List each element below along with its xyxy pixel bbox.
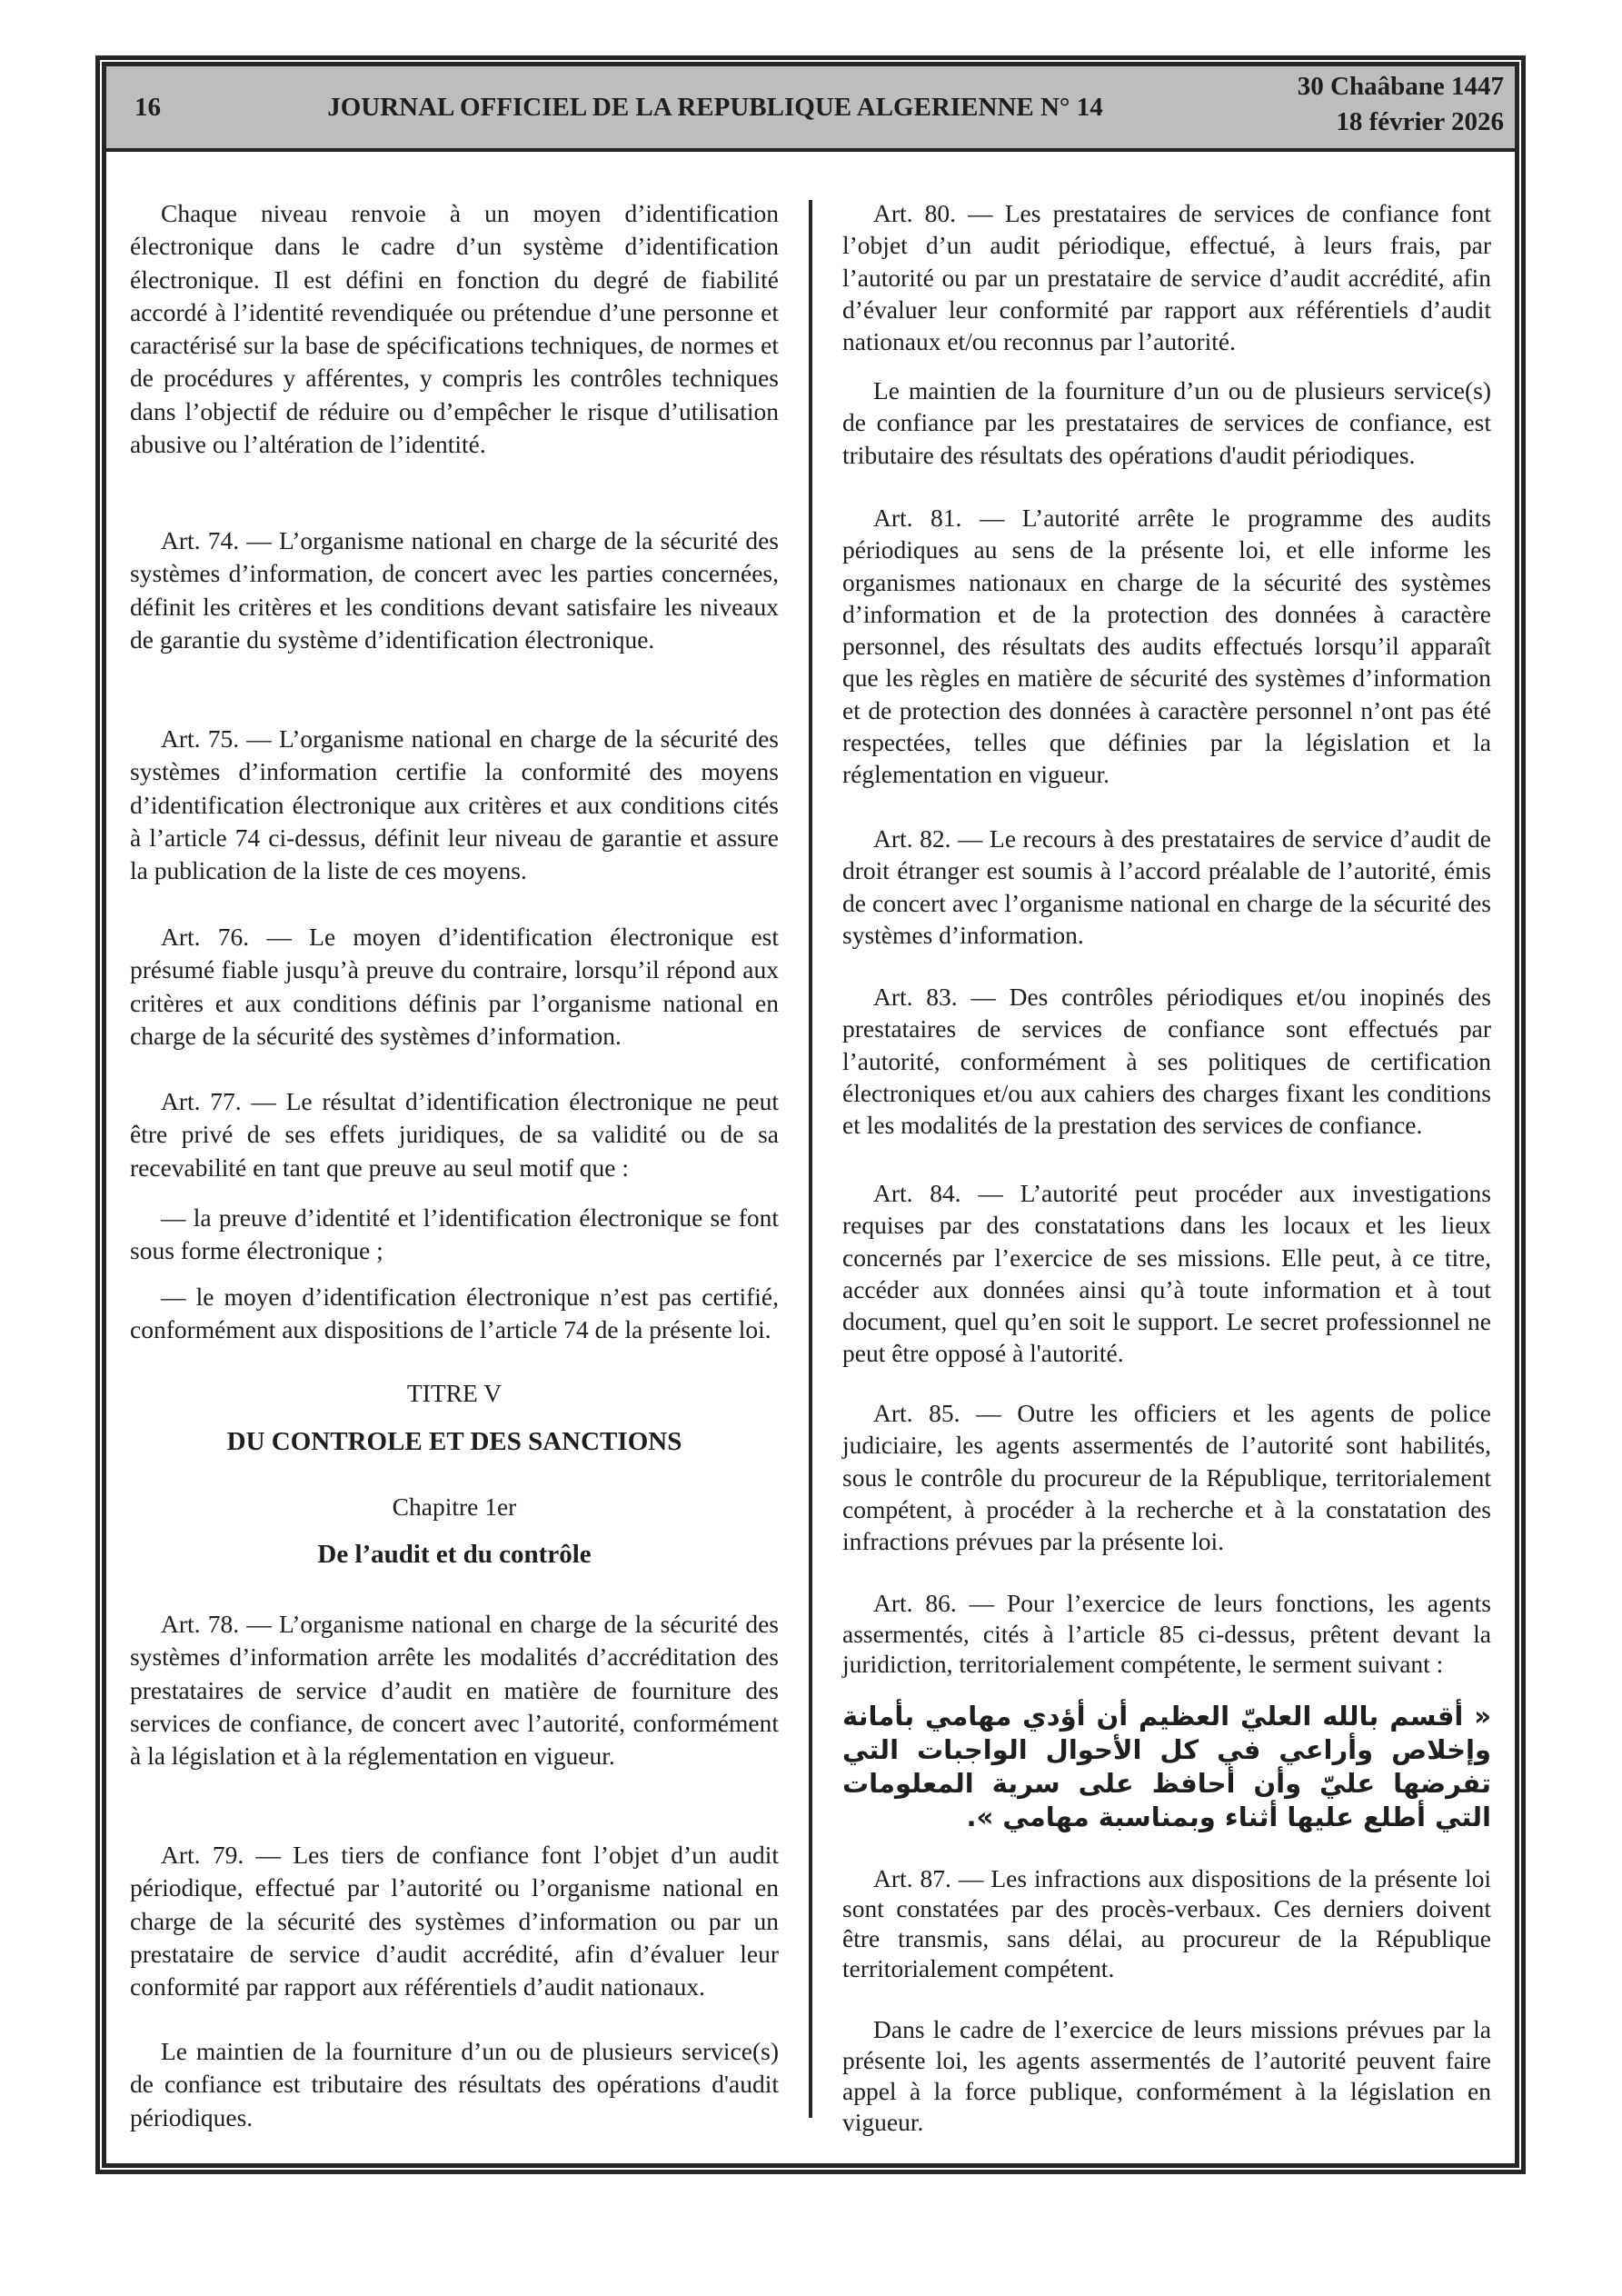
article-77-item-2: — le moyen d’identification électronique n’est pas certifié, conformément aux dispositions de l’article 74 de la présente loi. xyxy=(130,1283,779,1344)
article-80: Art. 80. — Les prestataires de services de confiance font l’objet d’un audit périodique, effectué, à leurs frais, par l’autorité ou par un prestataire de service d’audit accrédité, afin d’évaluer leur conformité par rapport aux référentiels d’audit nationaux et/ou reconnus par l’autorité. xyxy=(842,199,1491,356)
page-number: 16 xyxy=(134,93,161,122)
article-80-paragraph-2: Le maintien de la fourniture d’un ou de plusieurs service(s) de confiance par les prestataires de services de confiance, est tributaire des résultats des opérations d'audit périodiques. xyxy=(842,376,1491,469)
article-84: Art. 84. — L’autorité peut procéder aux investigations requises par des constatations dans les locaux et les lieux concernés par l’exercice de ses missions. Elle peut, à ce titre, accéder aux données ainsi qu’à toute information et à tout document, quel qu’en soit le support. Le secret professionnel ne peut être opposé à l'autorité. xyxy=(842,1179,1491,1368)
article-78: Art. 78. — L’organisme national en charge de la sécurité des systèmes d’information arrête les modalités d’accréditation des prestataires de service d’audit en matière de fourniture des services de confiance, de concert avec l’autorité, conformément à la législation et à la réglementation en vigueur. xyxy=(130,1610,779,1771)
journal-title: JOURNAL OFFICIEL DE LA REPUBLIQUE ALGERIENNE N° 14 xyxy=(327,93,1103,122)
article-77-item-1: — la preuve d’identité et l’identification électronique se font sous forme électronique ; xyxy=(130,1203,779,1265)
article-81: Art. 81. — L’autorité arrête le programme des audits périodiques au sens de la présente loi, et elle informe les organismes nationaux en charge de la sécurité des systèmes d’information et de la protection des données à caractère personnel, des résultats des audits effectués lorsqu’il apparaît que les règles en matière de sécurité des systèmes d’information et de protection des données à caractère personnel n’ont pas été respectées, telles que définies par la législation et la réglementation en vigueur. xyxy=(842,504,1491,789)
article-83: Art. 83. — Des contrôles périodiques et/ou inopinés des prestataires de services de confiance sont effectués par l’autorité, conformément à ses politiques de certification électroniques et/ou aux cahiers des charges fixant les conditions et les modalités de la prestation des services de confiance. xyxy=(842,983,1491,1140)
article-79: Art. 79. — Les tiers de confiance font l’objet d’un audit périodique, effectué par l’autorité ou l’organisme national en charge de la sécurité des systèmes d’information ou par un prestataire de service d’audit accrédité, afin d’évaluer leur conformité par rapport aux référentiels d’audit nationaux. xyxy=(130,1841,779,2002)
title-heading: TITRE V xyxy=(406,1379,503,1407)
article-79-paragraph-2: Le maintien de la fourniture d’un ou de plusieurs service(s) de confiance est tributaire des résultats des opérations d'audit périodiques. xyxy=(130,2037,779,2131)
date-gregorian: 18 février 2026 xyxy=(1336,107,1504,136)
oath-text-arabic: « أقسم بالله العليّ العظيم أن أؤدي مهامي بأمانة وإخلاص وأراعي في كل الأحوال الواجبات التي تفرضها عليّ وأن أحافظ على سرية المعلومات التي أطلع عليها أثناء وبمناسبة مهامي ». xyxy=(842,1701,1491,1832)
article-87: Art. 87. — Les infractions aux dispositions de la présente loi sont constatées par des procès-verbaux. Ces derniers doivent être transmis, sans délai, au procureur de la République territorialement compétent. xyxy=(842,1864,1491,1982)
title-name: DU CONTROLE ET DES SANCTIONS xyxy=(226,1427,682,1456)
article-76: Art. 76. — Le moyen d’identification électronique est présumé fiable jusqu’à preuve du contraire, lorsqu’il répond aux critères et aux conditions définis par l’organisme national en charge de la sécurité des systèmes d’information. xyxy=(130,923,779,1050)
article-75: Art. 75. — L’organisme national en charge de la sécurité des systèmes d’information certifie la conformité des moyens d’identification électronique aux critères et aux conditions cités à l’article 74 ci-dessus, définit leur niveau de garantie et assure la publication de la liste de ces moyens. xyxy=(130,724,779,885)
article-86: Art. 86. — Pour l’exercice de leurs fonctions, les agents assermentés, cités à l’article 85 ci-dessus, prêtent devant la juridiction, territorialement compétente, le serment suivant : xyxy=(842,1589,1491,1678)
page-header xyxy=(106,66,1515,152)
chapter-name: De l’audit et du contrôle xyxy=(317,1540,592,1569)
article-87-paragraph-2: Dans le cadre de l’exercice de leurs missions prévues par la présente loi, les agents assermentés de l’autorité peuvent faire appel à la force publique, conformément à la législation en vigueur. xyxy=(842,2015,1491,2136)
chapter-heading: Chapitre 1er xyxy=(392,1492,517,1521)
article-82: Art. 82. — Le recours à des prestataires de service d’audit de droit étranger est soumis à l’accord préalable de l’autorité, émis de concert avec l’organisme national en charge de la sécurité des systèmes d’information. xyxy=(842,824,1491,949)
date-hijri: 30 Chaâbane 1447 xyxy=(1297,72,1504,101)
article-85: Art. 85. — Outre les officiers et les agents de police judiciaire, les agents assermentés de l’autorité sont habilités, sous le contrôle du procureur de la République, territorialement compétent, à procéder à la recherche et à la constatation des infractions prévues par la présente loi. xyxy=(842,1399,1491,1556)
column-divider xyxy=(809,200,812,2118)
article-74: Art. 74. — L’organisme national en charge de la sécurité des systèmes d’information, de concert avec les parties concernées, définit les critères et les conditions devant satisfaire les niveaux de garantie du système d’identification électronique. xyxy=(130,526,779,654)
article-77: Art. 77. — Le résultat d’identification électronique ne peut être privé de ses effets juridiques, de sa validité ou de sa recevabilité en tant que preuve au seul motif que : xyxy=(130,1087,779,1182)
paragraph-intro: Chaque niveau renvoie à un moyen d’identification électronique dans le cadre d’un système d’identification électronique. Il est défini en fonction du degré de fiabilité accordé à l’identité revendiquée ou prétendue d’une personne et caractérisé sur la base de spécifications techniques, de normes et de procédures y afférentes, y compris les contrôles techniques dans l’objectif de réduire ou d’empêcher le risque d’utilisation abusive ou l’altération de l’identité. xyxy=(130,199,779,459)
